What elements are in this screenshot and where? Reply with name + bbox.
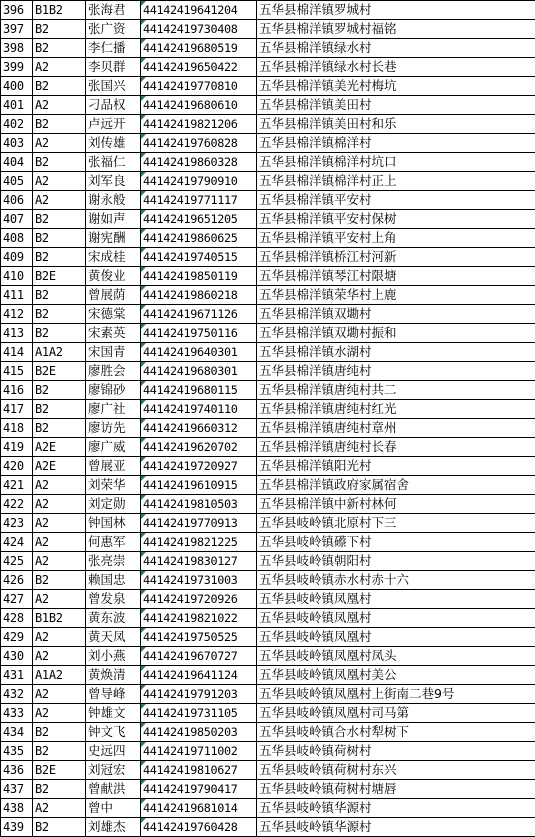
row-number-cell[interactable]: 423: [1, 514, 33, 533]
table-row: [1, 115, 535, 134]
row-number-cell[interactable]: 419: [1, 438, 33, 457]
id-number-cell[interactable]: 44142419750116: [141, 324, 257, 343]
table-row: [1, 666, 535, 685]
name-cell[interactable]: 何惠军: [86, 533, 141, 552]
table-row: [1, 609, 535, 628]
table-row: [1, 628, 535, 647]
license-class-cell[interactable]: A2: [33, 533, 86, 552]
license-class-cell[interactable]: A2: [33, 495, 86, 514]
id-number-cell[interactable]: 44142419821206: [141, 115, 257, 134]
row-number-cell[interactable]: 399: [1, 58, 33, 77]
id-number-cell[interactable]: 44142419641204: [141, 1, 257, 20]
license-class-cell[interactable]: B1B2: [33, 1, 86, 20]
id-number-cell[interactable]: 44142419771117: [141, 191, 257, 210]
table-row: [1, 20, 535, 39]
name-cell[interactable]: 刘冠宏: [86, 761, 141, 780]
address-cell[interactable]: 五华县棉洋镇荣华村上鹿: [257, 286, 535, 305]
name-cell[interactable]: 刘传雄: [86, 134, 141, 153]
address-cell[interactable]: 五华县棉洋镇琴江村限塘: [257, 267, 535, 286]
row-number-cell[interactable]: 418: [1, 419, 33, 438]
license-class-cell[interactable]: B2: [33, 115, 86, 134]
row-number-cell[interactable]: 427: [1, 590, 33, 609]
table-row: [1, 305, 535, 324]
row-number-cell[interactable]: 413: [1, 324, 33, 343]
table-row: [1, 58, 535, 77]
row-number-cell[interactable]: 428: [1, 609, 33, 628]
license-class-cell[interactable]: A2: [33, 191, 86, 210]
id-number-cell[interactable]: 44142419671126: [141, 305, 257, 324]
name-cell[interactable]: 谢如声: [86, 210, 141, 229]
address-cell[interactable]: 五华县岐岭镇荷树村塘唇: [257, 780, 535, 799]
address-cell[interactable]: 五华县岐岭镇荷树村东兴: [257, 761, 535, 780]
id-number-cell[interactable]: 44142419650422: [141, 58, 257, 77]
table-row: [1, 1, 535, 20]
id-number-cell[interactable]: 44142419740515: [141, 248, 257, 267]
table-row: [1, 324, 535, 343]
name-cell[interactable]: 史远四: [86, 742, 141, 761]
address-cell[interactable]: 五华县岐岭镇凤凰村: [257, 628, 535, 647]
row-number-cell[interactable]: 433: [1, 704, 33, 723]
table-row: [1, 172, 535, 191]
row-number-cell[interactable]: 422: [1, 495, 33, 514]
address-cell[interactable]: 五华县岐岭镇凤凰村凤头: [257, 647, 535, 666]
table-body: [1, 1, 535, 837]
license-class-cell[interactable]: A2: [33, 58, 86, 77]
address-cell[interactable]: 五华县棉洋镇棉洋村正上: [257, 172, 535, 191]
row-number-cell[interactable]: 439: [1, 818, 33, 837]
license-class-cell[interactable]: B2: [33, 818, 86, 837]
name-cell[interactable]: 曾展亚: [86, 457, 141, 476]
row-number-cell[interactable]: 400: [1, 77, 33, 96]
name-cell[interactable]: 刁品权: [86, 96, 141, 115]
table-row: [1, 248, 535, 267]
address-cell[interactable]: 五华县棉洋镇阳光村: [257, 457, 535, 476]
row-number-cell[interactable]: 396: [1, 1, 33, 20]
id-number-cell[interactable]: 44142419860625: [141, 229, 257, 248]
name-cell[interactable]: 廖锦砂: [86, 381, 141, 400]
license-class-cell[interactable]: A2E: [33, 457, 86, 476]
id-number-cell[interactable]: 44142419670727: [141, 647, 257, 666]
id-number-cell[interactable]: 44142419640301: [141, 343, 257, 362]
row-number-cell[interactable]: 420: [1, 457, 33, 476]
row-number-cell[interactable]: 425: [1, 552, 33, 571]
table-row: [1, 210, 535, 229]
license-class-cell[interactable]: B2: [33, 20, 86, 39]
license-class-cell[interactable]: A2: [33, 647, 86, 666]
license-class-cell[interactable]: B2: [33, 780, 86, 799]
table-row: [1, 780, 535, 799]
table-row: [1, 229, 535, 248]
license-class-cell[interactable]: B2: [33, 248, 86, 267]
table-row: [1, 343, 535, 362]
id-number-cell[interactable]: 44142419790910: [141, 172, 257, 191]
address-cell[interactable]: 五华县棉洋镇政府家属宿舍: [257, 476, 535, 495]
row-number-cell[interactable]: 438: [1, 799, 33, 818]
license-class-cell[interactable]: A2: [33, 172, 86, 191]
table-row: [1, 191, 535, 210]
table-row: [1, 267, 535, 286]
table-row: [1, 419, 535, 438]
row-number-cell[interactable]: 408: [1, 229, 33, 248]
row-number-cell[interactable]: 415: [1, 362, 33, 381]
id-number-cell[interactable]: 44142419730408: [141, 20, 257, 39]
row-number-cell[interactable]: 430: [1, 647, 33, 666]
address-cell[interactable]: 五华县岐岭镇凤凰村上街南二巷9号: [257, 685, 535, 704]
table-row: [1, 134, 535, 153]
row-number-cell[interactable]: 429: [1, 628, 33, 647]
name-cell[interactable]: 宋国青: [86, 343, 141, 362]
id-number-cell[interactable]: 44142419791203: [141, 685, 257, 704]
id-number-cell[interactable]: 44142419770913: [141, 514, 257, 533]
address-cell[interactable]: 五华县棉洋镇美田村: [257, 96, 535, 115]
license-class-cell[interactable]: B2: [33, 210, 86, 229]
row-number-cell[interactable]: 401: [1, 96, 33, 115]
name-cell[interactable]: 宋德棠: [86, 305, 141, 324]
table-row: [1, 457, 535, 476]
license-class-cell[interactable]: A1A2: [33, 343, 86, 362]
license-class-cell[interactable]: B2: [33, 723, 86, 742]
id-number-cell[interactable]: 44142419821022: [141, 609, 257, 628]
name-cell[interactable]: 卢远开: [86, 115, 141, 134]
table-row: [1, 571, 535, 590]
license-class-cell[interactable]: B2: [33, 381, 86, 400]
row-number-cell[interactable]: 424: [1, 533, 33, 552]
license-class-cell[interactable]: A2: [33, 514, 86, 533]
table-row: [1, 153, 535, 172]
license-class-cell[interactable]: A2: [33, 799, 86, 818]
address-cell[interactable]: 五华县棉洋镇双墈村振和: [257, 324, 535, 343]
license-class-cell[interactable]: B2: [33, 305, 86, 324]
table-row: [1, 552, 535, 571]
name-cell[interactable]: 谢永般: [86, 191, 141, 210]
address-cell[interactable]: 五华县岐岭镇凤凰村: [257, 590, 535, 609]
id-number-cell[interactable]: 44142419731003: [141, 571, 257, 590]
address-cell[interactable]: 五华县岐岭镇朝阳村: [257, 552, 535, 571]
name-cell[interactable]: 黄俊业: [86, 267, 141, 286]
name-cell[interactable]: 黄焕清: [86, 666, 141, 685]
row-number-cell[interactable]: 432: [1, 685, 33, 704]
license-class-cell[interactable]: B1B2: [33, 609, 86, 628]
row-number-cell[interactable]: 407: [1, 210, 33, 229]
name-cell[interactable]: 刘小燕: [86, 647, 141, 666]
row-number-cell[interactable]: 402: [1, 115, 33, 134]
address-cell[interactable]: 五华县岐岭镇华源村: [257, 818, 535, 837]
name-cell[interactable]: 廖访先: [86, 419, 141, 438]
address-cell[interactable]: 五华县棉洋镇罗城村: [257, 1, 535, 20]
row-number-cell[interactable]: 398: [1, 39, 33, 58]
name-cell[interactable]: 曾导峰: [86, 685, 141, 704]
address-cell[interactable]: 五华县棉洋镇唐纯村红光: [257, 400, 535, 419]
id-number-cell[interactable]: 44142419680115: [141, 381, 257, 400]
name-cell[interactable]: 钟雄文: [86, 704, 141, 723]
license-class-cell[interactable]: B2E: [33, 362, 86, 381]
name-cell[interactable]: 曾献洪: [86, 780, 141, 799]
license-class-cell[interactable]: B2E: [33, 761, 86, 780]
table-row: [1, 514, 535, 533]
row-number-cell[interactable]: 412: [1, 305, 33, 324]
row-number-cell[interactable]: 405: [1, 172, 33, 191]
license-class-cell[interactable]: A2: [33, 685, 86, 704]
license-class-cell[interactable]: A2: [33, 96, 86, 115]
license-class-cell[interactable]: A1A2: [33, 666, 86, 685]
name-cell[interactable]: 谢宪酬: [86, 229, 141, 248]
license-class-cell[interactable]: B2: [33, 286, 86, 305]
name-cell[interactable]: 黄天凤: [86, 628, 141, 647]
name-cell[interactable]: 李仁播: [86, 39, 141, 58]
name-cell[interactable]: 黄东波: [86, 609, 141, 628]
address-cell[interactable]: 五华县棉洋镇中新村林何: [257, 495, 535, 514]
id-number-cell[interactable]: 44142419680301: [141, 362, 257, 381]
name-cell[interactable]: 钟文飞: [86, 723, 141, 742]
name-cell[interactable]: 宋素英: [86, 324, 141, 343]
license-class-cell[interactable]: A2: [33, 628, 86, 647]
name-cell[interactable]: 张海君: [86, 1, 141, 20]
address-cell[interactable]: 五华县棉洋镇绿水村: [257, 39, 535, 58]
table-row: [1, 590, 535, 609]
table-row: [1, 799, 535, 818]
table-row: [1, 381, 535, 400]
row-number-cell[interactable]: 435: [1, 742, 33, 761]
table-row: [1, 362, 535, 381]
address-cell[interactable]: 五华县岐岭镇华源村: [257, 799, 535, 818]
table-row: [1, 286, 535, 305]
address-cell[interactable]: 五华县棉洋镇唐纯村: [257, 362, 535, 381]
address-cell[interactable]: 五华县岐岭镇凤凰村司马第: [257, 704, 535, 723]
id-number-cell[interactable]: 44142419850203: [141, 723, 257, 742]
table-row: [1, 39, 535, 58]
id-number-cell[interactable]: 44142419660312: [141, 419, 257, 438]
id-number-cell[interactable]: 44142419860218: [141, 286, 257, 305]
name-cell[interactable]: 廖广社: [86, 400, 141, 419]
row-number-cell[interactable]: 410: [1, 267, 33, 286]
name-cell[interactable]: 钟国林: [86, 514, 141, 533]
license-class-cell[interactable]: A2E: [33, 438, 86, 457]
license-class-cell[interactable]: B2: [33, 742, 86, 761]
address-cell[interactable]: 五华县棉洋镇平安村保树: [257, 210, 535, 229]
id-number-cell[interactable]: 44142419821225: [141, 533, 257, 552]
row-number-cell[interactable]: 397: [1, 20, 33, 39]
name-cell[interactable]: 曾中: [86, 799, 141, 818]
row-number-cell[interactable]: 434: [1, 723, 33, 742]
id-number-cell[interactable]: 44142419860328: [141, 153, 257, 172]
id-number-cell[interactable]: 44142419810627: [141, 761, 257, 780]
id-number-cell[interactable]: 44142419850119: [141, 267, 257, 286]
address-cell[interactable]: 五华县岐岭镇礤下村: [257, 533, 535, 552]
name-cell[interactable]: 廖广威: [86, 438, 141, 457]
table-row: [1, 761, 535, 780]
id-number-cell[interactable]: 44142419740110: [141, 400, 257, 419]
license-class-cell[interactable]: B2: [33, 400, 86, 419]
name-cell[interactable]: 刘军良: [86, 172, 141, 191]
row-number-cell[interactable]: 403: [1, 134, 33, 153]
name-cell[interactable]: 廖胜会: [86, 362, 141, 381]
table-row: [1, 704, 535, 723]
name-cell[interactable]: 刘雄杰: [86, 818, 141, 837]
name-cell[interactable]: 宋成桂: [86, 248, 141, 267]
address-cell[interactable]: 五华县棉洋镇绿水村长巷: [257, 58, 535, 77]
id-number-cell[interactable]: 44142419711002: [141, 742, 257, 761]
name-cell[interactable]: 李贝群: [86, 58, 141, 77]
table-row: [1, 533, 535, 552]
table-row: [1, 400, 535, 419]
license-class-cell[interactable]: A2: [33, 476, 86, 495]
row-number-cell[interactable]: 409: [1, 248, 33, 267]
row-number-cell[interactable]: 436: [1, 761, 33, 780]
id-number-cell[interactable]: 44142419810503: [141, 495, 257, 514]
row-number-cell[interactable]: 416: [1, 381, 33, 400]
name-cell[interactable]: 张国兴: [86, 77, 141, 96]
license-class-cell[interactable]: A2: [33, 552, 86, 571]
id-number-cell[interactable]: 44142419760828: [141, 134, 257, 153]
id-number-cell[interactable]: 44142419680519: [141, 39, 257, 58]
row-number-cell[interactable]: 404: [1, 153, 33, 172]
id-number-cell[interactable]: 44142419681014: [141, 799, 257, 818]
license-class-cell[interactable]: A2: [33, 590, 86, 609]
id-number-cell[interactable]: 44142419610915: [141, 476, 257, 495]
table-row: [1, 723, 535, 742]
address-cell[interactable]: 五华县岐岭镇凤凰村美公: [257, 666, 535, 685]
license-class-cell[interactable]: B2: [33, 229, 86, 248]
address-cell[interactable]: 五华县棉洋镇棉洋村坑口: [257, 153, 535, 172]
address-cell[interactable]: 五华县岐岭镇合水村犁树下: [257, 723, 535, 742]
address-cell[interactable]: 五华县棉洋镇美光村梅坑: [257, 77, 535, 96]
address-cell[interactable]: 五华县棉洋镇平安村: [257, 191, 535, 210]
name-cell[interactable]: 张广资: [86, 20, 141, 39]
table-row: [1, 495, 535, 514]
address-cell[interactable]: 五华县岐岭镇凤凰村: [257, 609, 535, 628]
address-cell[interactable]: 五华县棉洋镇唐纯村共二: [257, 381, 535, 400]
row-number-cell[interactable]: 406: [1, 191, 33, 210]
id-number-cell[interactable]: 44142419790417: [141, 780, 257, 799]
row-number-cell[interactable]: 411: [1, 286, 33, 305]
id-number-cell[interactable]: 44142419720927: [141, 457, 257, 476]
address-cell[interactable]: 五华县岐岭镇荷树村: [257, 742, 535, 761]
id-number-cell[interactable]: 44142419720926: [141, 590, 257, 609]
name-cell[interactable]: 刘定勋: [86, 495, 141, 514]
table-row: [1, 742, 535, 761]
row-number-cell[interactable]: 431: [1, 666, 33, 685]
address-cell[interactable]: 五华县棉洋镇唐纯村长春: [257, 438, 535, 457]
row-number-cell[interactable]: 421: [1, 476, 33, 495]
id-number-cell[interactable]: 44142419680610: [141, 96, 257, 115]
name-cell[interactable]: 曾展荫: [86, 286, 141, 305]
id-number-cell[interactable]: 44142419641124: [141, 666, 257, 685]
name-cell[interactable]: 赖国忠: [86, 571, 141, 590]
license-class-cell[interactable]: A2: [33, 704, 86, 723]
id-number-cell[interactable]: 44142419731105: [141, 704, 257, 723]
license-class-cell[interactable]: B2: [33, 324, 86, 343]
address-cell[interactable]: 五华县棉洋镇平安村上角: [257, 229, 535, 248]
table-row: [1, 685, 535, 704]
license-class-cell[interactable]: B2: [33, 39, 86, 58]
id-number-cell[interactable]: 44142419770810: [141, 77, 257, 96]
address-cell[interactable]: 五华县棉洋镇美田村和乐: [257, 115, 535, 134]
table-row: [1, 438, 535, 457]
table-row: [1, 77, 535, 96]
name-cell[interactable]: 曾发泉: [86, 590, 141, 609]
name-cell[interactable]: 刘荣华: [86, 476, 141, 495]
id-number-cell[interactable]: 44142419830127: [141, 552, 257, 571]
address-cell[interactable]: 五华县棉洋镇桥江村河新: [257, 248, 535, 267]
address-cell[interactable]: 五华县棉洋镇棉洋村: [257, 134, 535, 153]
address-cell[interactable]: 五华县岐岭镇北原村下三: [257, 514, 535, 533]
name-cell[interactable]: 张福仁: [86, 153, 141, 172]
license-class-cell[interactable]: B2: [33, 77, 86, 96]
table-row: [1, 96, 535, 115]
id-number-cell[interactable]: 44142419620702: [141, 438, 257, 457]
address-cell[interactable]: 五华县棉洋镇罗城村福铭: [257, 20, 535, 39]
address-cell[interactable]: 五华县棉洋镇水湖村: [257, 343, 535, 362]
table-row: [1, 647, 535, 666]
address-cell[interactable]: 五华县棉洋镇唐纯村章州: [257, 419, 535, 438]
license-class-cell[interactable]: B2: [33, 571, 86, 590]
license-class-cell[interactable]: B2E: [33, 267, 86, 286]
license-class-cell[interactable]: A2: [33, 134, 86, 153]
row-number-cell[interactable]: 417: [1, 400, 33, 419]
address-cell[interactable]: 五华县棉洋镇双墈村: [257, 305, 535, 324]
id-number-cell[interactable]: 44142419651205: [141, 210, 257, 229]
row-number-cell[interactable]: 426: [1, 571, 33, 590]
row-number-cell[interactable]: 437: [1, 780, 33, 799]
table-row: [1, 818, 535, 837]
license-class-cell[interactable]: B2: [33, 419, 86, 438]
license-class-cell[interactable]: B2: [33, 153, 86, 172]
id-number-cell[interactable]: 44142419750525: [141, 628, 257, 647]
row-number-cell[interactable]: 414: [1, 343, 33, 362]
id-number-cell[interactable]: 44142419760428: [141, 818, 257, 837]
address-cell[interactable]: 五华县岐岭镇赤水村赤十六: [257, 571, 535, 590]
name-cell[interactable]: 张亮崇: [86, 552, 141, 571]
table-row: [1, 476, 535, 495]
